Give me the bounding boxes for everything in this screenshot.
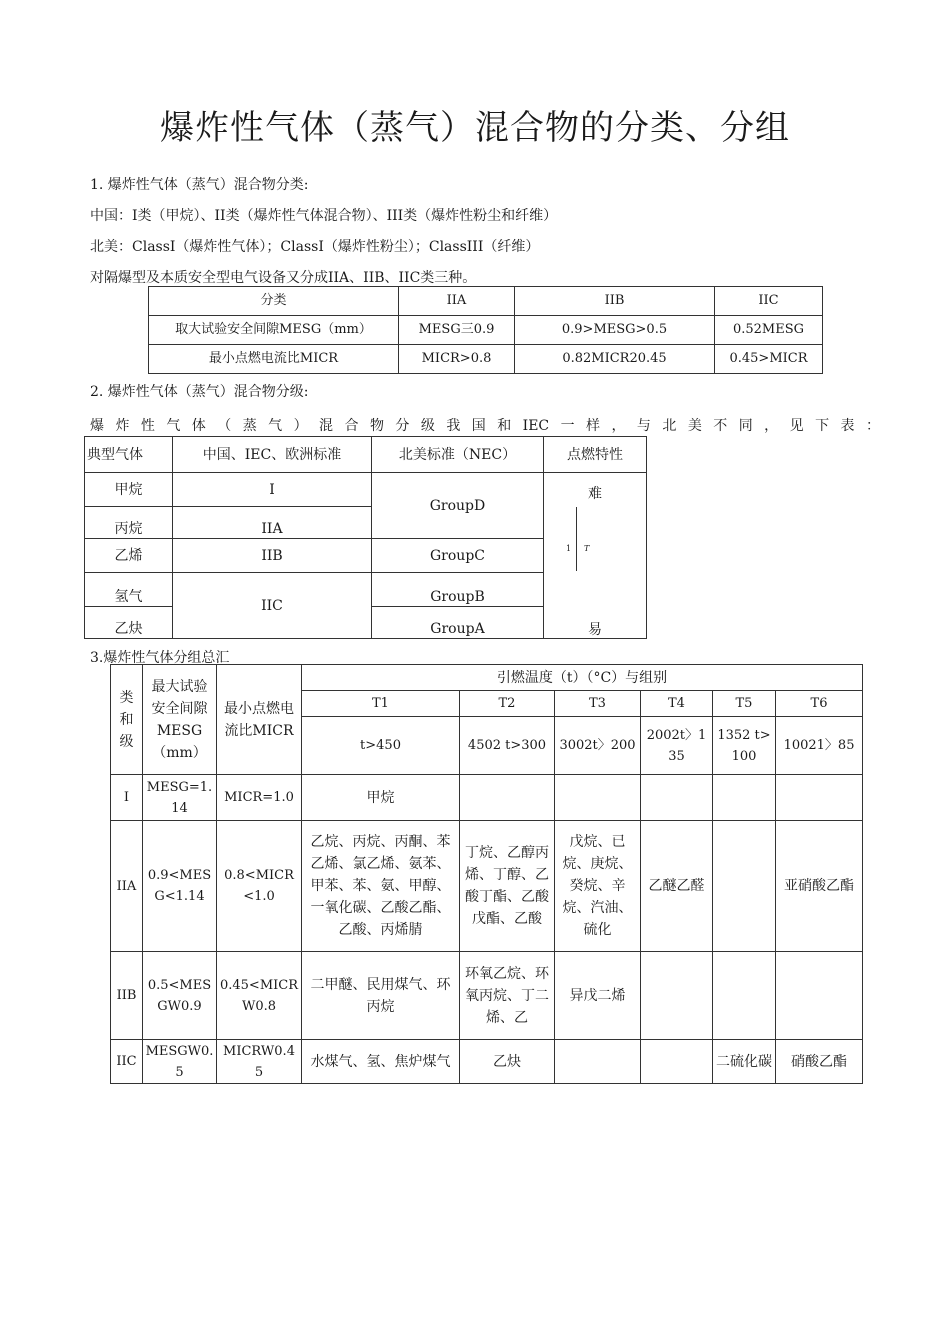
scale-mark-t: T [584, 544, 590, 553]
mesg-header: 最大试验安全间隙MESG（mm） [143, 665, 217, 775]
gas-list-cell [641, 1040, 713, 1084]
summary-table [110, 664, 863, 1084]
gas-list-cell: 硝酸乙酯 [776, 1040, 863, 1084]
group-t5: T5 [713, 691, 776, 717]
range-t6: 10021〉85 [776, 717, 863, 775]
header-cell: 分类 [149, 287, 399, 316]
table-cell: MESG三0.9 [399, 316, 515, 345]
table-cell: 0.9>MESG>0.5 [515, 316, 715, 345]
gas-list-cell [460, 775, 555, 821]
gas-cell: 氢气 [85, 573, 173, 607]
gas-cell: 乙炔 [85, 607, 173, 639]
range-t5: 1352 t>100 [713, 717, 776, 775]
mesg-cell: MESG=1.14 [143, 775, 217, 821]
micr-cell: MICR=1.0 [217, 775, 302, 821]
gas-cell: 丙烷 [85, 507, 173, 539]
range-t1: t>450 [302, 717, 460, 775]
gas-list-cell: 甲烷 [302, 775, 460, 821]
gas-list-cell: 水煤气、氢、焦炉煤气 [302, 1040, 460, 1084]
section3-heading: 3.爆炸性气体分组总汇 [90, 650, 230, 666]
gas-list-cell: 乙醚乙醛 [641, 821, 713, 952]
temperature-header: 引燃温度（t）（°C）与组别 [302, 665, 863, 691]
micr-cell: MICRW0.45 [217, 1040, 302, 1084]
header-cell: IIA [399, 287, 515, 316]
table-cell: MICR>0.8 [399, 345, 515, 374]
gas-list-cell: 戊烷、已烷、庚烷、癸烷、辛烷、汽油、硫化 [555, 821, 641, 952]
ignition-hard: 难 [588, 486, 602, 502]
gas-cell: 甲烷 [85, 473, 173, 507]
group-t6: T6 [776, 691, 863, 717]
gas-list-cell [776, 775, 863, 821]
gas-list-cell: 丁烷、乙醇丙烯、丁醇、乙酸丁酯、乙酸戊酯、乙酸 [460, 821, 555, 952]
gas-list-cell [776, 952, 863, 1040]
gas-list-cell [641, 775, 713, 821]
table-cell: 0.52MESG [715, 316, 823, 345]
group-t4: T4 [641, 691, 713, 717]
ignition-scale [544, 473, 647, 639]
class-cell: IIA [111, 821, 143, 952]
nec-group-cell: GroupA [372, 607, 544, 639]
grouping-intro: 爆炸性气体（蒸气）混合物分级我国和IEC一样，与北美不同，见下表： [90, 418, 880, 434]
range-t2: 4502 t>300 [460, 717, 555, 775]
micr-cell: 0.8<MICR<1.0 [217, 821, 302, 952]
cn-group-cell: IIB [173, 539, 372, 573]
nec-group-cell: GroupB [372, 573, 544, 607]
gas-list-cell: 乙炔 [460, 1040, 555, 1084]
subclass-note: 对隔爆型及本质安全型电气设备又分成IIA、IIB、IIC类三种。 [90, 270, 477, 286]
nec-group-cell: GroupC [372, 539, 544, 573]
class-header: 类和级 [111, 665, 143, 775]
gas-list-cell [713, 952, 776, 1040]
gas-list-cell: 异戊二烯 [555, 952, 641, 1040]
gas-list-cell [555, 1040, 641, 1084]
header-cell: 点燃特性 [544, 437, 647, 473]
header-cell: 典型气体 [85, 437, 173, 473]
ignition-easy: 易 [588, 622, 602, 638]
mesg-cell: MESGW0.5 [143, 1040, 217, 1084]
header-cell: IIB [515, 287, 715, 316]
gas-list-cell: 亚硝酸乙酯 [776, 821, 863, 952]
class-cell: I [111, 775, 143, 821]
mesg-cell: 0.9<MESG<1.14 [143, 821, 217, 952]
section2-heading: 2. 爆炸性气体（蒸气）混合物分级: [90, 384, 309, 400]
table-cell: 取大试验安全间隙MESG（mm） [149, 316, 399, 345]
gas-list-cell [713, 821, 776, 952]
gas-list-cell: 二甲醚、民用煤气、环丙烷 [302, 952, 460, 1040]
table-cell: 0.45>MICR [715, 345, 823, 374]
page-title: 爆炸性气体（蒸气）混合物的分类、分组 [160, 108, 790, 148]
range-t3: 3002t〉200 [555, 717, 641, 775]
cn-group-cell: IIA [173, 507, 372, 539]
north-america-classification: 北美：ClassI（爆炸性气体）；ClassI（爆炸性粉尘）；ClassIII（纤维） [90, 239, 540, 255]
group-t2: T2 [460, 691, 555, 717]
gas-list-cell [713, 775, 776, 821]
table-cell: 0.82MICR20.45 [515, 345, 715, 374]
micr-header: 最小点燃电流比MICR [217, 665, 302, 775]
section1-heading: 1. 爆炸性气体（蒸气）混合物分类: [90, 177, 309, 193]
group-t3: T3 [555, 691, 641, 717]
header-cell: IIC [715, 287, 823, 316]
group-t1: T1 [302, 691, 460, 717]
classification-table [148, 286, 823, 374]
scale-arrow-line [576, 507, 577, 571]
scale-mark: 1 [566, 544, 572, 553]
gas-list-cell: 二硫化碳 [713, 1040, 776, 1084]
china-classification: 中国：I类（甲烷）、II类（爆炸性气体混合物）、III类（爆炸性粉尘和纤维） [90, 208, 558, 224]
micr-cell: 0.45<MICRW0.8 [217, 952, 302, 1040]
nec-group-cell: GroupD [372, 473, 544, 539]
range-t4: 2002t〉135 [641, 717, 713, 775]
gas-list-cell: 乙烷、丙烷、丙酮、苯乙烯、氯乙烯、氨苯、甲苯、苯、氨、甲醇、一氧化碳、乙酸乙酯、乙酸、丙烯腈 [302, 821, 460, 952]
header-cell: 北美标准（NEC） [372, 437, 544, 473]
mesg-cell: 0.5<MESGW0.9 [143, 952, 217, 1040]
cn-group-cell: I [173, 473, 372, 507]
header-cell: 中国、IEC、欧洲标准 [173, 437, 372, 473]
gas-list-cell [555, 775, 641, 821]
class-cell: IIC [111, 1040, 143, 1084]
cn-group-cell: IIC [173, 573, 372, 639]
gas-list-cell [641, 952, 713, 1040]
gas-cell: 乙烯 [85, 539, 173, 573]
class-cell: IIB [111, 952, 143, 1040]
grouping-table [84, 436, 647, 639]
gas-list-cell: 环氧乙烷、环氧丙烷、丁二烯、乙 [460, 952, 555, 1040]
table-cell: 最小点燃电流比MICR [149, 345, 399, 374]
